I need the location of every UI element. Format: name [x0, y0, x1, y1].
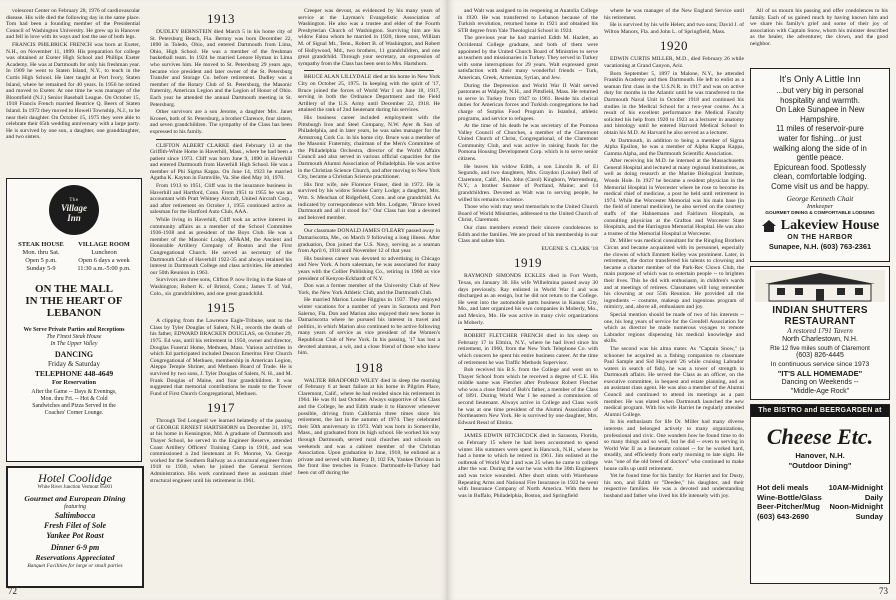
cheese-etc-ad: [750, 404, 890, 584]
obituary-hartshorn: Through Ted Longueil we learned belatedly of the passing of GEORGE ERNEST HARTSHORN on December 31, 1975 at his home in Kensington, Md. A graduate of Dartmouth and Thayer School, he served in the Engineer Reserve, attended Coast Artillery Officers' Training Camp in 1918, and was commissioned a 2nd lieutenant at Ft. Monroe, Va. George worked for the Southern Railway as a structural engineer from 1918 to 1930, when he joined the General Services Administration. His work continued there as assistant chief structural engineer until his retirement in 1961.: [150, 418, 292, 484]
coolidge-featuring: featuring: [64, 504, 86, 510]
lakeview-phone: Sunapee, N.H. (603) 763-2361: [768, 241, 872, 251]
lakeview-l10: Epicurean food. Spotlessly: [773, 162, 867, 172]
private-parties: We Serve Private Parties and Receptions: [23, 327, 125, 333]
obituary-french: FRANCIS PHILBRICK FRENCH was born at Exeter, N.H., on November 11, 1899. His preparation for college was obtained at Exeter High School and Phillips Exeter Academy. He was at Dartmouth for only his freshman year. In 1909 he went to Staten Island, N.Y., to teach in the Curtis High School. He later taught at Port Ivory, Staten Island, where he remained for 40 years. In 1956 he retired and moved to Exeter. At one time he was manager of the Bloomfield (N.J.) Senior Baseball League. On October 15, 1918 Francis French married Beatrice Q. Beers of Staten Island. In 1972 they moved to Howell Township, N.J., to be near their daughter. On October 15, 1975 they were able to celebrate their 65th wedding anniversary with a large party. He is survived by one son, a daughter, one granddaughter, and two sisters.: [6, 41, 140, 141]
headline-2: IN THE HEART OF: [25, 295, 123, 307]
miller-alma-mater: The second was his alma mater. As "Captain Snow," (a schooner he acquired as a fishing companion to classmate Paul Sample and Sid Hayward '26 while cruising Labrador waters in search of fish), he was a tower of strength in Dartmouth affairs. He served the Class as an officer, on the executive committee, in bequest and estate planning, and as an assistant class agent. He was also a member of the Alumni Council and continued to attend its meetings as a past member. He was elated when Dartmouth launched the new medical program. With his wife Harriet he regularly attended Alumni College.: [604, 345, 744, 418]
indian-title-1: INDIAN SHUTTERS: [772, 305, 868, 316]
coolidge-dinner: Dinner 6-9 pm: [50, 543, 100, 552]
village-l3: 11:30 a.m.-5:00 p.m.: [77, 265, 131, 272]
divider: [304, 70, 434, 71]
miller-tribute: All of us mourn his passing and offer condolences to his family. Each of us gained much by having known him and we share his family's grief and some of their joy of association with Captain Snow, whom his minister described as the healer, the adventurer, the clown, and the good neighbor.: [750, 8, 888, 47]
steak-house-title: STEAK HOUSE: [18, 241, 64, 248]
page-number-right: 73: [879, 586, 888, 596]
cheese-left-3: Beer-Pitcher/Mug: [757, 502, 820, 512]
steak-l1: Mon. thru Sat.: [22, 249, 60, 256]
miller-interests: Special mention should be made of two of his interests -- one, his long years of service for the Grenfell Association for which as director he made numerous voyages to remote Labrador regions dispensing his medical knowledge and skills.: [604, 311, 744, 345]
village-l2: Open 6 days a week: [78, 257, 130, 264]
indian-service: In continuous service since 1973: [770, 360, 870, 368]
miller-biography: Born September 5, 1897 in Malone, N.Y., he attended Franklin Academy and then Dartmouth. He left to enlist as a seaman first class in the U.S.N.R. in 1917 and was on active duty for months in the Atlantic until he was transferred to the Dartmouth Naval Unit in October 1918 and continued his studies in the Medical School for a two-year course. As a result of his excellent performance the Medical Faculty solicited his help from 1920 to 1923 as a lecturer in anatomy and histology until he entered Harvard Medical School to obtain his M.D. At Harvard he also served as a lecturer.: [604, 70, 744, 136]
cheese-right-3: Noon-Midnight: [829, 502, 883, 512]
inn-details: [7, 327, 141, 417]
right-col-1: [458, 8, 598, 588]
tavern-illustration: [755, 270, 885, 302]
inn-hours-line: Mon. thru Fri. -- Hot & Cold: [40, 396, 108, 402]
coolidge-item-1: Saltimbocca: [54, 511, 96, 520]
obituary-oleary-family: He married Marion Louise Higgins in 1937. They enjoyed winter vacations for a number of years in Sarasota and Port Salerno, Fla. Don and Marion also enjoyed their new home in Damariscotta where he pursued his interest in travel and politics, in which Marion also continued to be active following many years of service as vice president of the Women's Republican Club of New York. In his passing, '17 has lost a devoted alumnus, a wit, and a close friend of those who knew him.: [298, 297, 440, 357]
indian-dancing: Dancing on Weekends --: [781, 379, 859, 387]
finest-2: In The Upper Valley: [50, 341, 98, 347]
obituary-miller: EDWIN CURTIS MILLER, M.D., died February 26 while vacationing at Grand Canyon, Ariz.: [604, 56, 744, 69]
coolidge-item-3: Yankee Pot Roast: [46, 531, 104, 540]
obituary-hitchcock: JAMES EDWIN HITCHCOCK died in Sarasota, Florida, on February 15 where he had been accustomed to spend winter. His summers were spent in Hancock, N.H., where he had a home to which he retired in 1961. Jim enlisted at the outbreak of World War I and was 25 when he came to college after the war. During the war he was with the 30th Engineers and was twice wounded. After short stints with Warehouse Repeating Arms and National Fire Insurance in 1922 he went with Insurance Company of North America. With them he was in Buffalo, Philadelphia, Boston, and Springfield: [458, 433, 598, 499]
inn-headline: [7, 283, 141, 319]
page-number-left: 72: [8, 586, 17, 596]
obituary-eckles: RAYMOND SIMONDS ECKLES died in Fort Worth, Texas, on January 30. His wife Wilhelmina passed away 30 days previously. Ray enlisted in World War I and was discharged as an ensign, but he did not return to the College. He went into the automobile parts business in Kansas City, Mo., and later organized his own companies in Moberly, Mo., and Mexico, Mo. He was active in many civic organizations in Moberly.: [458, 273, 598, 326]
obituary-lillydale: BRUCE ALAN LILLYDALE died at his home in New York City on October 25, 1975. In keeping with the spirit of '17, Bruce joined the forces of World War I on June 18, 1917, serving in both the Ordnance Department and the Field Artillery of the U.S. Army until December 22, 1918. He attained the rank of 2nd lieutenant during his services.: [298, 74, 440, 114]
class-year-1919: 1919: [514, 255, 542, 271]
obituary-oleary-clubs: Don was a former member of the University Club of New York, the New York Athletic Club, and the Dartmouth Club.: [298, 283, 440, 296]
wiley-death: At the time of his death he was secretary of the Pomona Valley Council of Churches, a member of the Claremont United Church of Christ, Congregational, of the Claremont Community Club, and was active in raising funds for the Pomona Housing Development Corp. which is to serve senior citizens.: [458, 123, 598, 163]
obituary-lillydale-career: His business career included employment with the Pittsburgh Iron and Steel Company, N.W. Ayer & Son of Philadelphia, and in later years, he was sales manager for the Armstrong Cork Co. in his home city. Bruce was a member of the Masonic Fraternity, chairman of the Men's Committee of the Philadelphia Orchestra, director of the World Affairs Council and also served in various official capacities for the Dartmouth Alumni Association of Philadelphia. He was active in the Christian Science Church, and after moving to New York City, became a Christian Science practitioner.: [298, 114, 440, 181]
class-year-1915: 1915: [207, 300, 235, 316]
cheese-banner: The BISTRO and BEERGARDEN at: [751, 405, 889, 417]
obituary-oleary-career: His business career was devoted to advertising in Chicago and New York. A born salesman, he was associated for many years with the Collier Publishing Co., retiring in 1960 as vice president of Kenyon-Eckhardt of N.Y.: [298, 255, 440, 282]
village-room-hours: [72, 241, 136, 273]
wiley-condolences: Our class members extend their sincere condolences to Edith and the families. We are proud of his membership in our Class and salute him.: [458, 225, 598, 245]
class-secretary-signature: EUGENE S. CLARK '18: [541, 245, 598, 252]
lakeview-house-ad: [750, 68, 890, 262]
cheese-right-2: Daily: [864, 492, 883, 502]
steak-house-hours: [12, 241, 70, 273]
lakeview-harbor: ON THE HARBOR: [787, 233, 853, 241]
cheese-outdoor: "Outdoor Dining": [788, 461, 852, 470]
lakeview-l8: walking along the side of in: [773, 143, 867, 153]
logo-name-top: Village: [60, 202, 87, 213]
wiley-survivors: He leaves his widow Edith, a son Lincoln R. of El Segundo, and two daughters, Mrs. Graydon (Louise) Bell of Claremont, Calif., Mrs. John (Carol) Kingborn, Warrensburg, N.Y.; a brother Sumner of Portland, Maine; and 14 grandchildren. Devoted as Walt was to serving people, he willed his remains to science.: [458, 163, 598, 203]
cheese-phone: (603) 643-2690: [757, 511, 809, 521]
text-block: and Walt was assigned to its reopening at Anatolia College in 1920. He was transferred to Lebanon because of the Turkish revolution, returned home in 1921 and obtained his STB degree from Yale Theological School in 1924.: [458, 8, 598, 34]
village-l1: Luncheon: [91, 249, 117, 256]
village-room-title: VILLAGE ROOM: [78, 241, 130, 248]
steak-l2: Open 5 p.m.: [25, 257, 57, 264]
finest-1: The Finest Steak House: [46, 334, 102, 340]
obituary-clarke-career: From 1913 to 1951, Cliff was in the insurance business in Haverhill and Hartford, Conn. From 1951 to 1955 he was an accountant with Pratt Whitney Aircraft, United Aircraft Corp., and after retirement on October 1, 1955 continued active as salesman for the Hartford Auto Club, AAA.: [150, 183, 292, 216]
lakeview-l9: gentle peace.: [796, 153, 844, 163]
cheese-name: Cheese Etc.: [766, 424, 874, 449]
right-col-3: [750, 8, 888, 68]
lakeview-l11: clean, comfortable lodging.: [773, 172, 867, 182]
inn-after: After the Game -- Days & Evenings,: [31, 389, 117, 395]
left-col-3: [298, 8, 440, 582]
inn-hours: [7, 237, 141, 273]
left-col-1: [6, 8, 140, 180]
dance-nights: Friday & Saturday: [47, 360, 101, 368]
lakeview-l3: hospitality and warmth.: [780, 95, 860, 105]
village-inn-logo: [49, 185, 99, 235]
text-block: volescent Center on February 28, 1976 of cardiovascular disease. His wife died the following day in the same place. Tom had been a founding member of the Presidential Council of Washington University. He grew up in Hanover and fell in love with its ways and lost the use of both legs.: [6, 8, 140, 41]
lakeview-name: Lakeview House: [780, 217, 880, 233]
lakeview-l5: Hampshire.: [800, 114, 840, 124]
coolidge-item-2: Fresh Filet of Sole: [43, 521, 106, 530]
headline-3: LEBANON: [46, 307, 102, 319]
lakeview-l2: ...but very big in personal: [776, 86, 864, 95]
right-col-2: [604, 8, 744, 588]
miller-organizations: In his enthusiasm for life Dr. Miller had many diverse interests and belonged actively to many organizations, professional and civic. One wonders how he found time to do so many things and so well, but he did -- even to serving in World War II as a lieutenant colonel -- for he worked hard, steadily, and efficiently from early morning to late night. He was "one of the old breed of doctors" who continued to make house calls up until retirement.: [604, 419, 744, 472]
coolidge-banquet: Banquet Facilities for large or small parties: [27, 563, 123, 569]
obituary-wiley: WALTER BRADFORD WILEY died in sleep the morning of February 6 at heart failure at his home in Pilgrim Place, Claremont, Calif., where he had resided since his retirement in 1964. He was 81 last October. Always supportive of his Class and the College, he and Edith made it to Hanover whenever possible, driving from California three times since his retirement, the last in the autumn of 1974. They celebrated their 50th anniversary in 1973. Walt was born in Somerville, Mass., and graduated from its high school. He worked his way through Dartmouth, served rural churches and schools on weekends and was a cabinet member of the Christian Association. Upon graduation in June, 1918, he enlisted as a private and served with Battery D, 102 FA, Yankee Division in the front line trenches in France. Dartmouth-In-Turkey had been cut off during the: [298, 377, 440, 476]
cheese-left-1: Hot deli meals: [757, 483, 809, 492]
class-year-1917: 1917: [207, 400, 235, 416]
obituary-french-robert: ROBERT FLETCHER FRENCH died in his sleep on February 17 in Elmira, N.Y., where he had lived since his retirement, in 1960, from the New York Telephone Co. with which concern he spent his entire business career. At the time of retirement he was Traffic Methods Supervisor.: [458, 333, 598, 366]
obituary-clarke-community: While living in Haverhill, Cliff took an active interest in community affairs as a member of the School Committee 1936-1938 and as president of the Boys Club. He was a member of the Masonic Lodge, AF&AM, the Ancient and Honorable Artillery Company of Boston and the First Congregational Church. He served as secretary of the Dartmouth Club of Haverhill 1922-35 and always retained his interest in Dartmouth College and class activities. He attended our 50th Reunion in 1963.: [150, 217, 292, 276]
inn-reserve: For Reservation: [51, 379, 97, 386]
wiley-memorials: Those who wish may send memorials to the United Church Board of World Ministries, addressed to the United Church of Christ, Claremont.: [458, 204, 598, 224]
village-inn-ad: [6, 178, 142, 462]
cheese-town: Hanover, N.H.: [795, 451, 845, 460]
inn-sandwich: Sandwiches and Pizza Served in the: [32, 403, 116, 409]
cheese-hours: [829, 483, 883, 521]
coolidge-title: Hotel Coolidge: [38, 471, 112, 485]
indian-restored: A restored 1791 Tavern: [787, 327, 853, 335]
dancing: DANCING: [54, 350, 94, 359]
lakeview-l7: water for fishing...or just: [778, 133, 862, 143]
divider: [464, 329, 592, 330]
miller-family: Yet he found time for his family: for Harriet and for Dusty, his son, and Edith or "Deedee," his daughter, and their respective families. He was a devoted and understanding husband and father who lived his life intensely with joy.: [604, 473, 744, 499]
lakeview-tagline: GOURMET DINING & COMFORTABLE LODGING: [765, 210, 875, 216]
wiley-depression: During the Depression and World War II Walt served pastorates at Walpole, N.H., and Pittsfield, Mass. He returned to serve in Turkey from 1947 to 1961. Beside his clerical duties for American forces and Turkish congregations he had charge of Surplus Food Program in Istanbul, athletic programs, and service to refugees.: [458, 82, 598, 122]
cheese-details: [751, 471, 889, 521]
lakeview-l1: It's Only A Little Inn: [779, 74, 861, 85]
lakeview-l6: 11 miles of reservoir-pure: [776, 124, 864, 134]
lakeview-l12: Come visit us and be happy.: [771, 181, 869, 191]
cheese-left-2: Wine-Bottle/Glass: [757, 492, 822, 502]
obituary-lillydale-family: His first wife, née Florence Fraser, died in 1972. He is survived by his widow Smoke Curry Lodge; a daughter, Mrs. Wm. S. Meachan of Ridgefield, Conn. and one grandchild. As indicated by correspondence with Mrs. Lodgate, "Bruce loved Dartmouth and all it stood for." Our Class has lost a devoted and beloved member.: [298, 181, 440, 221]
indian-route: Rte 12 five miles south of Claremont: [770, 344, 870, 352]
indian-middle-age: "Middle-Age Rock": [790, 387, 850, 395]
hitchcock-survivors: He is survived by his wife Helen; and two sons; David J. of Wilton Manors, Fla. and John L. of Springfield, Mass.: [604, 22, 744, 35]
miller-career: After receiving his M.D. he interned at the Massachusetts General Hospital and lectured at many regional institutions, as well as doing research at the Marine Biological Institute, Woods Hole. In 1927 he became a resident physician in the Memorial Hospital in Worcester where he rose to become its medical chief of medicine, a post he held until retirement in 1974. While the Worcester Memorial was his main base (in the field of internal medicine), he also served on the courtesy staffs of the Hahnemann and Fairlawn Hospitals, as consulting physician at the Grafton and Worcester State Hospitals, and the Harrington Memorial Hospital. He was also a trustee of the Memorial Hospital at Worcester.: [604, 158, 744, 237]
lakeview-innkeeper-title: Innkeeper: [806, 202, 834, 210]
class-year-1913: 1913: [207, 11, 235, 26]
tavern-building-icon: [755, 270, 885, 302]
hotel-coolidge-ad: [6, 466, 144, 588]
coolidge-address: White River Junction Vermont 05001: [37, 485, 113, 490]
obituary-douglas: A clipping from the Lawrence Eagle-Tribune, sent to the Class by Tyler Douglas of Salem, N.H., records the death of his father, EDWARD BRACKEN DOUGLAS, on October 29, 1975. Ed was, until his retirement in 1950, owner and director, Douglas Funeral Home, Methuen, Mass. Various activities in which Ed participated included Deacon Emeritus First Church Congregational of Methuen, membership in American Legion, Aleppo Temple Shriner, and Methuen Board of Trade. He is survived by two sons, J. Tyler Douglas of Salem, N. H., and M. Frank Douglas of Maine, and four grandchildren. It was suggested that memorial contributions be made to the Tower Fund of First Church Congregational, Methuen.: [150, 318, 292, 397]
indian-shutters-ad: [750, 266, 890, 400]
indian-title-2: RESTAURANT: [784, 316, 856, 327]
lakeview-copy: [751, 86, 889, 192]
obituary-clarke-survivors: Survivors are three sons, Clifton P. now living in the State of Washington; Robert K. of Bristol, Conn.; James T. of Vail, Colo., six grandchildren, and one great grandchild.: [150, 277, 292, 297]
house-icon: [761, 219, 777, 233]
miller-circus: Dr. Miller was medical consultant for the Ringling Brothers Circus and became acquainted with its personnel, especially the clowns of which Emmett Kelley was prominent. Later, in retirement, the doctor transferred his talents to clowning and became a charter member of the Park-Rec Clown Club, the main purpose of which was to entertain people -- to brighten their lives. This he did with enthusiasm, in children's wards and at meetings of retirees. Classmates will long remember his clowning at our 55th Reunion. He provided all the ingredients -- costume, makeup and ingenious program of mimicry, and, above all, enthusiasm and joy.: [604, 238, 744, 311]
steak-l3: Sunday 5-9: [26, 265, 56, 272]
right-page: [448, 0, 896, 600]
coolidge-reservations: Reservations Appreciated: [35, 553, 115, 562]
lakeview-innkeeper-name: George Kenneth Chait: [786, 193, 854, 203]
logo-name-bottom: Inn: [67, 212, 81, 223]
inn-phone: TELEPHONE 448-4649: [34, 369, 114, 378]
inn-lounge: Coaches' Corner Lounge.: [44, 410, 104, 416]
class-year-1920: 1920: [660, 38, 688, 54]
left-col-2: [150, 8, 292, 582]
cheese-right-4: Sunday: [855, 511, 883, 521]
indian-town: North Charlestown, N.H.: [782, 336, 858, 343]
obituary-french-robert-2: Bob received his B.S. from the College and went on to Thayer School from which he received a degree of C.E. His middle name was Fletcher after Professor Robert Fletcher who was a close friend of Bob's father, a member of the Class of 1891. During World War I he earned a commission of second lieutenant. Always active in College and Class work he was at one time president of the Alumni Association of Northeastern New York. He is survived by one daughter, Mrs. Edward Ressl of Elmira.: [458, 367, 598, 426]
divider: [304, 224, 434, 225]
obituary-clarke: CLIFTON ALBERT CLARKE died February 13 at the Griffith-White Home in Haverhill, Mass., where he had been a patient since 1973. Cliff was born June 9, 1890 in Haverhill and entered Dartmouth from Haverhill High School. He was a member of Phi Sigma Kappa. On June 14, 1923 he married Agatha K. Kayton in Farmville, Va. She died May 10, 1970.: [150, 142, 292, 182]
wiley-marriage: The previous year he had married Edith M. Hazlett, an Occidental College graduate, and both of them were appointed by the United Church Board of Ministries to serve as teachers and missionaries in Turkey. They served in Turkey with some interruptions for 29 years. Walt expressed great satisfaction with their many wonderful friends -- Turk, American, Greek, Armenian, Syrian, and Jew.: [458, 35, 598, 81]
divider: [464, 429, 592, 430]
class-year-1918: 1918: [355, 359, 383, 375]
indian-homemade: "IT'S ALL HOMEMADE": [777, 369, 863, 379]
obituary-bernstein-survivors: Other survivors are a son Jerome, a daughter Mrs. Janet Kronen, both of St. Petersburg, a brother Clarence, four sisters, and seven grandchildren. The sympathy of the Class has been expressed to his family.: [150, 109, 292, 135]
obituary-oleary: Our classmate DONALD JAMES O'LEARY passed away in Damariscotta, Me., on March 9 following a long illness. After graduation, Don joined the U.S. Navy, serving as a seaman from April 6, 1918 until November 12 of that year.: [298, 228, 440, 255]
lakeview-brand: [751, 218, 889, 234]
coolidge-gourmet: Gourmet and European Dining: [24, 494, 126, 503]
text-block: Creeper was devout, as evidenced by his many years of service at the Layman's Evangelistic Association of Washington. He also was a trustee and elder of the Fourth Presbyterian Church of Washington. Surviving him are his widow Falou whom he married in 1920, three sons, William M. of Signal Mt., Tenn., Robert B. of Washington, and Robert of Hollywood, Md., two brothers, 11 grandchildren, and one great grandchild. Through your secretary, an expression of sympathy from the Class has been sent to Mrs. Hartshorn.: [298, 8, 440, 67]
headline-1: ON THE MALL: [34, 283, 114, 295]
obituary-bernstein: DUDLEY BERNSTEIN died March 5 in his home city of St. Petersburg Beach, Fla. Bernny was born December 22, 1890 in Toledo, Ohio, and entered Dartmouth from Lima, Ohio, High School. He was a member of the freshman basketball team. In 1924 he married Lenore Hyman in Lima who survives him. He moved to St. Petersburg 29 years ago, became vice president and later owner of the St. Petersburg Transfer and Storage Co. before retirement. Dudley was a member of the Rotary Club of St. Petersburg, the Masonic fraternity, American Legion and the Legion of Honor of Ohio. Each year he attended the annual Dartmouth meeting in St. Petersburg.: [150, 29, 292, 108]
divider: [156, 139, 286, 140]
indian-phone: (603) 826-4445: [796, 352, 844, 360]
logo-the: The: [69, 197, 79, 203]
cheese-right-1: 10AM-Midnight: [828, 483, 883, 492]
text-block: where he was manager of the New England Service until his retirement.: [604, 8, 744, 21]
lakeview-l4: On Lake Sunapee in New: [775, 105, 865, 115]
cheese-menu: [757, 483, 822, 521]
miller-fraternities: At Dartmouth, in addition to being a member of Sigma Alpha Epsilon, he was a member of Alpha Kappa Kappa, Gamma Alpha, and the Dartmouth Scientific Association.: [604, 137, 744, 157]
